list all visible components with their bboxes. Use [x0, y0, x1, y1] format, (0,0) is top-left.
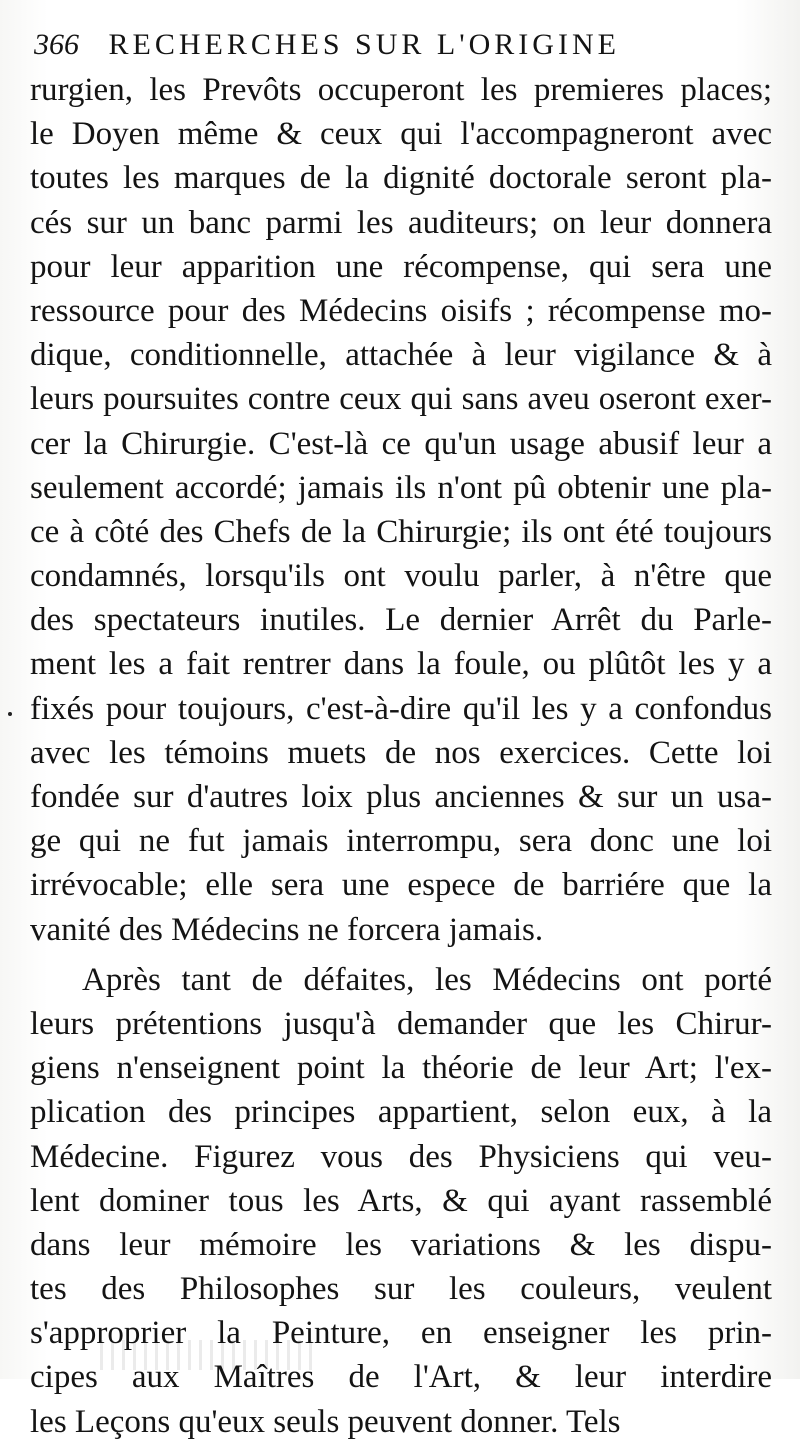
- text-line: giens n'enseignent point la théorie de leur Art; l'ex-: [30, 1050, 772, 1087]
- text-line: leurs poursuites contre ceux qui sans aveu oseront exer-: [30, 381, 772, 418]
- text-line: ment les a fait rentrer dans la foule, ou plûtôt les y a: [30, 646, 772, 683]
- text-line: Médecine. Figurez vous des Physiciens qui veu-: [30, 1138, 772, 1175]
- text-line: plication des principes appartient, selon eux, à la: [30, 1094, 772, 1131]
- text-line: cer la Chirurgie. C'est-là ce qu'un usage abusif leur a: [30, 425, 772, 462]
- text-line: dans leur mémoire les variations & les dispu-: [30, 1226, 772, 1263]
- text-line: Après tant de défaites, les Médecins ont porté: [82, 961, 772, 998]
- text-line: irrévocable; elle sera une espece de barriére que la: [30, 867, 772, 904]
- text-line: avec les témoins muets de nos exercices. Cette loi: [30, 734, 772, 771]
- show-through-bleed: [100, 1340, 320, 1370]
- text-line: dique, conditionnelle, attachée à leur vigilance & à: [30, 337, 772, 374]
- text-line: ce à côté des Chefs de la Chirurgie; ils ont été toujours: [30, 513, 772, 550]
- text-line: leurs prétentions jusqu'à demander que les Chirur-: [30, 1005, 772, 1042]
- text-line: rurgien, les Prevôts occuperont les premieres places;: [30, 72, 772, 108]
- text-line: seulement accordé; jamais ils n'ont pû obtenir une pla-: [30, 469, 772, 506]
- margin-mark: [8, 712, 12, 716]
- text-line: pour leur apparition une récompense, qui sera une: [30, 248, 772, 285]
- text-line: ressource pour des Médecins oisifs ; récompense mo-: [30, 292, 772, 329]
- text-line: tes des Philosophes sur les couleurs, veulent: [30, 1271, 772, 1308]
- body-text: [30, 68, 772, 1444]
- text-line: vanité des Médecins ne forcera jamais.: [30, 911, 544, 948]
- text-line: fondée sur d'autres loix plus anciennes & sur un usa-: [30, 779, 772, 815]
- page-number: 366: [34, 28, 79, 61]
- text-line: cipes aux Maîtres de l'Art, & leur interdire: [30, 1359, 772, 1396]
- text-line: s'approprier la Peinture, en enseigner les prin-: [30, 1315, 772, 1352]
- text-line: fixés pour toujours, c'est-à-dire qu'il les y a confondus: [30, 690, 772, 727]
- text-line: les Leçons qu'eux seuls peuvent donner. Tels: [30, 1403, 621, 1440]
- text-line: toutes les marques de la dignité doctorale seront pla-: [30, 160, 772, 197]
- text-line: ge qui ne fut jamais interrompu, sera donc une loi: [30, 823, 772, 860]
- paragraph-1: [30, 68, 772, 952]
- text-line: le Doyen même & ceux qui l'accompagneront avec: [30, 116, 772, 153]
- text-line: lent dominer tous les Arts, & qui ayant rassemblé: [30, 1182, 772, 1219]
- paragraph-2: [30, 958, 772, 1444]
- running-title: RECHERCHES SUR L'ORIGINE: [108, 28, 620, 61]
- text-line: des spectateurs inutiles. Le dernier Arrêt du Parle-: [30, 602, 772, 639]
- text-line: cés sur un banc parmi les auditeurs; on leur donnera: [30, 204, 772, 241]
- text-line: condamnés, lorsqu'ils ont voulu parler, à n'être que: [30, 558, 772, 595]
